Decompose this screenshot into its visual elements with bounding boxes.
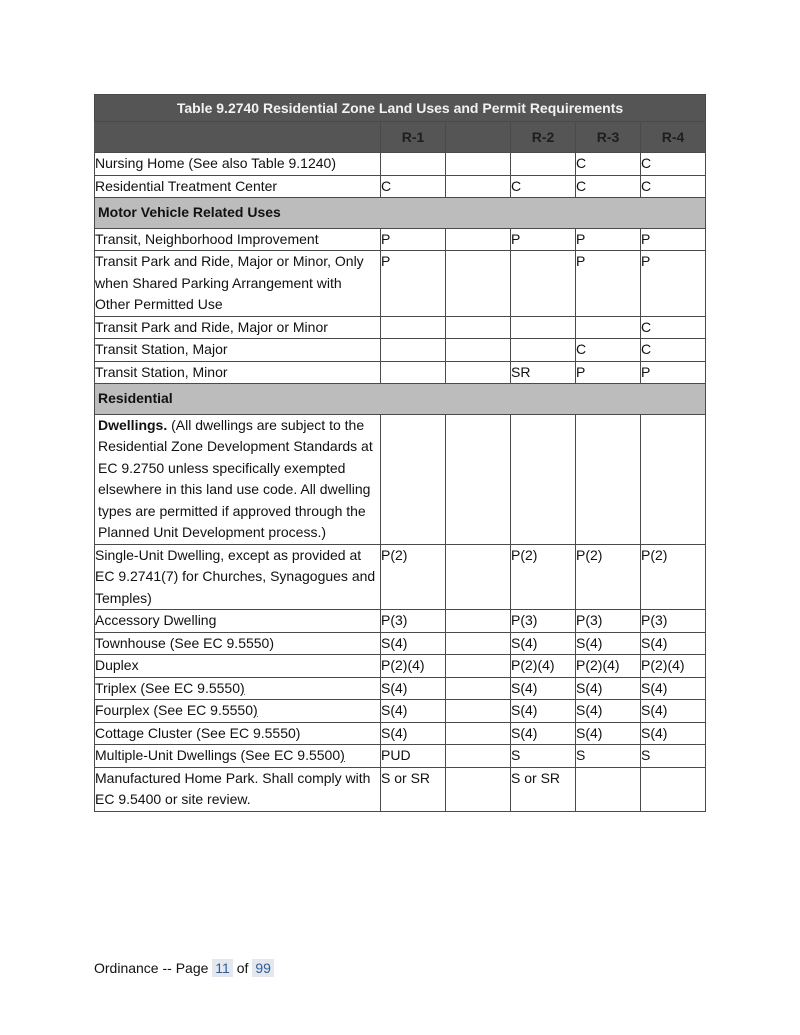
permit-cell-r1: PUD [381,745,446,768]
use-label-cell [95,316,381,339]
permit-cell-r1 [381,361,446,384]
column-header-r3: R-3 [576,122,641,153]
table-row [95,251,706,317]
table-row [95,153,706,176]
permit-cell-r3: C [576,175,641,198]
permit-cell-r3: P(2)(4) [576,655,641,678]
use-label: Nursing Home (See also Table 9.1240) [95,155,336,171]
permit-cell-blank [446,767,511,811]
permit-cell-r1: S(4) [381,632,446,655]
current-page-number: 11 [212,959,233,977]
table-row [95,610,706,633]
permit-cell-r3: C [576,153,641,176]
permit-cell-r1: C [381,175,446,198]
permit-cell-r3: P [576,228,641,251]
permit-cell-r2: P(2)(4) [511,655,576,678]
footer-of: of [232,960,253,976]
table-row [95,632,706,655]
use-label: Transit Park and Ride, Major or Minor [95,318,328,335]
permit-cell-r3 [576,767,641,811]
permit-cell-r1 [381,316,446,339]
permit-cell-r3: S(4) [576,677,641,700]
permit-cell-r1: S(4) [381,677,446,700]
permit-cell-r2: S(4) [511,677,576,700]
permit-cell-r2: SR [511,361,576,384]
permit-cell-r2: P(3) [511,610,576,633]
permit-cell-r2 [511,414,576,544]
table-row [95,767,706,811]
use-label-tail: ) [340,747,345,763]
use-label-cell [95,632,381,655]
table-row [95,745,706,768]
permit-cell-r3: S [576,745,641,768]
permit-cell-blank [446,175,511,198]
section-row [95,384,706,415]
permit-cell-r4: S(4) [641,677,706,700]
permit-cell-r3: C [576,339,641,362]
table-row [95,361,706,384]
permit-cell-r2 [511,153,576,176]
permit-cell-blank [446,316,511,339]
permit-cell-r4: S(4) [641,632,706,655]
permit-cell-r1: P [381,251,446,317]
use-label-cell [95,228,381,251]
permit-cell-blank [446,632,511,655]
permit-cell-r2: S(4) [511,632,576,655]
use-label-cell [95,414,381,544]
permit-cell-r2 [511,339,576,362]
permit-cell-blank [446,610,511,633]
use-label-cell [95,722,381,745]
permit-cell-blank [446,339,511,362]
permit-cell-r4: P [641,361,706,384]
use-label: Fourplex (See EC 9.5550 [95,702,253,718]
use-label-cell [95,361,381,384]
land-use-table [94,94,706,812]
table-row [95,228,706,251]
permit-cell-r3: P(3) [576,610,641,633]
column-header-use [95,122,381,153]
permit-cell-r3: S(4) [576,700,641,723]
permit-cell-r1 [381,153,446,176]
permit-cell-r1: S or SR [381,767,446,811]
permit-cell-r4: C [641,153,706,176]
table-row [95,544,706,610]
permit-cell-blank [446,544,511,610]
use-label-cell [95,544,381,610]
permit-cell-r2: S(4) [511,722,576,745]
permit-cell-r1: S(4) [381,722,446,745]
permit-cell-r3: P(2) [576,544,641,610]
permit-cell-r1: P(3) [381,610,446,633]
permit-cell-r2: C [511,175,576,198]
permit-cell-blank [446,677,511,700]
use-label: Manufactured Home Park. Shall comply with EC 9.5400 or site review. [95,769,371,807]
table-row [95,175,706,198]
permit-cell-r1: P(2) [381,544,446,610]
use-label: Single-Unit Dwelling, except as provided at EC 9.2741(7) for Churches, Synagogues and Temples) [95,546,376,606]
use-label-cell [95,251,381,317]
permit-cell-r4: C [641,316,706,339]
column-header-row [95,122,706,153]
use-label: Accessory Dwelling [95,612,217,628]
permit-cell-r4: P [641,251,706,317]
use-label: Transit, Neighborhood Improvement [95,230,319,247]
permit-cell-blank [446,414,511,544]
permit-cell-blank [446,700,511,723]
use-label: Cottage Cluster (See EC 9.5550) [95,724,301,741]
column-header-r2: R-2 [511,122,576,153]
permit-cell-r4: P(2) [641,544,706,610]
permit-cell-r3: P [576,361,641,384]
use-label-bold: Dwellings. [98,416,168,433]
use-label: Triplex (See EC 9.5550 [95,679,240,696]
table-row [95,700,706,723]
permit-cell-r3 [576,414,641,544]
use-label-tail: ) [240,679,245,696]
permit-cell-r4 [641,414,706,544]
permit-cell-blank [446,655,511,678]
page-footer [94,960,274,976]
permit-cell-r3: S(4) [576,722,641,745]
column-header-blank [446,122,511,153]
permit-cell-blank [446,361,511,384]
use-label: (All dwellings are subject to the Residential Zone Development Standards at EC 9.2750 unless specifically exempted elsewhere in this land use code. All dwelling types are permitted if approved through the Planned Unit Development process.) [98,416,373,540]
use-label: Transit Station, Major [95,341,228,357]
permit-cell-r4: C [641,175,706,198]
use-label-cell [95,610,381,633]
table-row [95,414,706,544]
permit-cell-r4: P(2)(4) [641,655,706,678]
permit-cell-r3 [576,316,641,339]
section-label: Residential [95,384,706,415]
use-label-cell [95,745,381,768]
section-row [95,198,706,229]
permit-cell-r4 [641,767,706,811]
table-row [95,316,706,339]
use-label: Townhouse (See EC 9.5550) [95,634,274,651]
column-header-r1: R-1 [381,122,446,153]
use-label: Residential Treatment Center [95,177,278,194]
table-row [95,339,706,362]
use-label-cell [95,153,381,176]
permit-cell-r3: P [576,251,641,317]
permit-cell-r1: S(4) [381,700,446,723]
permit-cell-r1: P(2)(4) [381,655,446,678]
footer-prefix: Ordinance -- Page [94,960,213,976]
permit-cell-r3: S(4) [576,632,641,655]
permit-cell-r4: S(4) [641,700,706,723]
section-label: Motor Vehicle Related Uses [95,198,706,229]
permit-cell-r2 [511,316,576,339]
use-label-cell [95,655,381,678]
permit-cell-r4: C [641,339,706,362]
table-row [95,677,706,700]
use-label-cell [95,677,381,700]
permit-cell-r4: S [641,745,706,768]
permit-cell-r2: S or SR [511,767,576,811]
table-title: Table 9.2740 Residential Zone Land Uses and Permit Requirements [95,95,706,122]
use-label: Transit Park and Ride, Major or Minor, Only when Shared Parking Arrangement with Other Permitted Use [95,253,364,312]
permit-cell-blank [446,251,511,317]
use-label: Transit Station, Minor [95,363,228,380]
permit-cell-r2: S [511,745,576,768]
use-label-cell [95,767,381,811]
permit-cell-blank [446,745,511,768]
table-row [95,655,706,678]
permit-cell-blank [446,722,511,745]
use-label-tail: ) [252,702,258,718]
permit-cell-r1 [381,414,446,544]
permit-cell-r2: S(4) [511,700,576,723]
permit-cell-r2: P(2) [511,544,576,610]
permit-cell-blank [446,153,511,176]
permit-cell-r4: S(4) [641,722,706,745]
column-header-r4: R-4 [641,122,706,153]
table-row [95,722,706,745]
use-label-cell [95,175,381,198]
permit-cell-blank [446,228,511,251]
use-label-cell [95,700,381,723]
permit-cell-r4: P(3) [641,610,706,633]
use-label: Duplex [95,657,139,673]
use-label-cell [95,339,381,362]
use-label: Multiple-Unit Dwellings (See EC 9.5500 [95,747,341,763]
permit-cell-r1 [381,339,446,362]
total-pages-number: 99 [252,959,274,977]
permit-cell-r1: P [381,228,446,251]
permit-cell-r2 [511,251,576,317]
permit-cell-r4: P [641,228,706,251]
permit-cell-r2: P [511,228,576,251]
